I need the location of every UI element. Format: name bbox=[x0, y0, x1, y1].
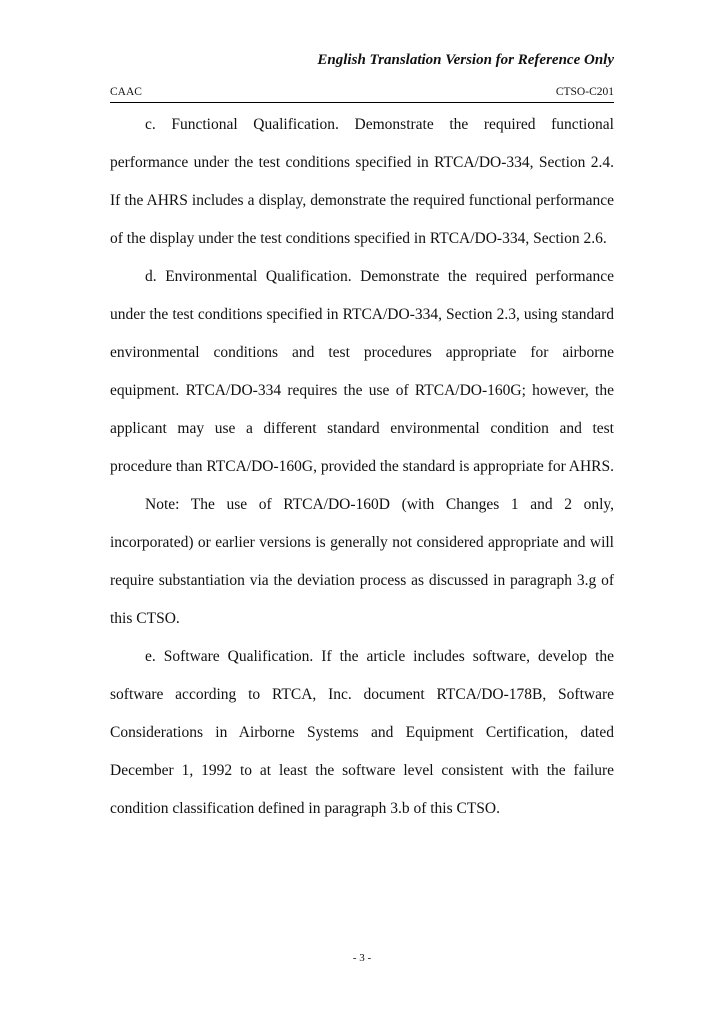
header-left-label: CAAC bbox=[110, 86, 142, 98]
paragraph-software-qualification: e. Software Qualification. If the article includes software, develop the software according to RTCA, Inc. document RTCA/DO-178B, Software Considerations in Airborne Systems and Equipment Certification, dated December 1, 1992 to at least the software level consistent with the failure condition classification defined in paragraph 3.b of this CTSO. bbox=[110, 648, 614, 817]
paragraph-environmental-qualification: d. Environmental Qualification. Demonstrate the required performance under the test conditions specified in RTCA/DO-334, Section 2.3, using standard environmental conditions and test procedures appropriate for airborne equipment. RTCA/DO-334 requires the use of RTCA/DO-160G; however, the applicant may use a different standard environmental condition and test procedure than RTCA/DO-160G, provided the standard is appropriate for AHRS. bbox=[110, 268, 614, 475]
page-title: English Translation Version for Reference Only bbox=[317, 52, 614, 68]
running-header bbox=[110, 86, 614, 103]
header-right-label: CTSO-C201 bbox=[555, 86, 614, 98]
paragraph-functional-qualification: c. Functional Qualification. Demonstrate the required functional performance under the test conditions specified in RTCA/DO-334, Section 2.4. If the AHRS includes a display, demonstrate the required functional performance of the display under the test conditions specified in RTCA/DO-334, Section 2.6. bbox=[110, 116, 614, 247]
paragraph-note: Note: The use of RTCA/DO-160D (with Changes 1 and 2 only, incorporated) or earlier versions is generally not considered appropriate and will require substantiation via the deviation process as discussed in paragraph 3.g of this CTSO. bbox=[110, 496, 614, 627]
page-number: - 3 - bbox=[352, 952, 372, 964]
document-body bbox=[110, 106, 614, 828]
